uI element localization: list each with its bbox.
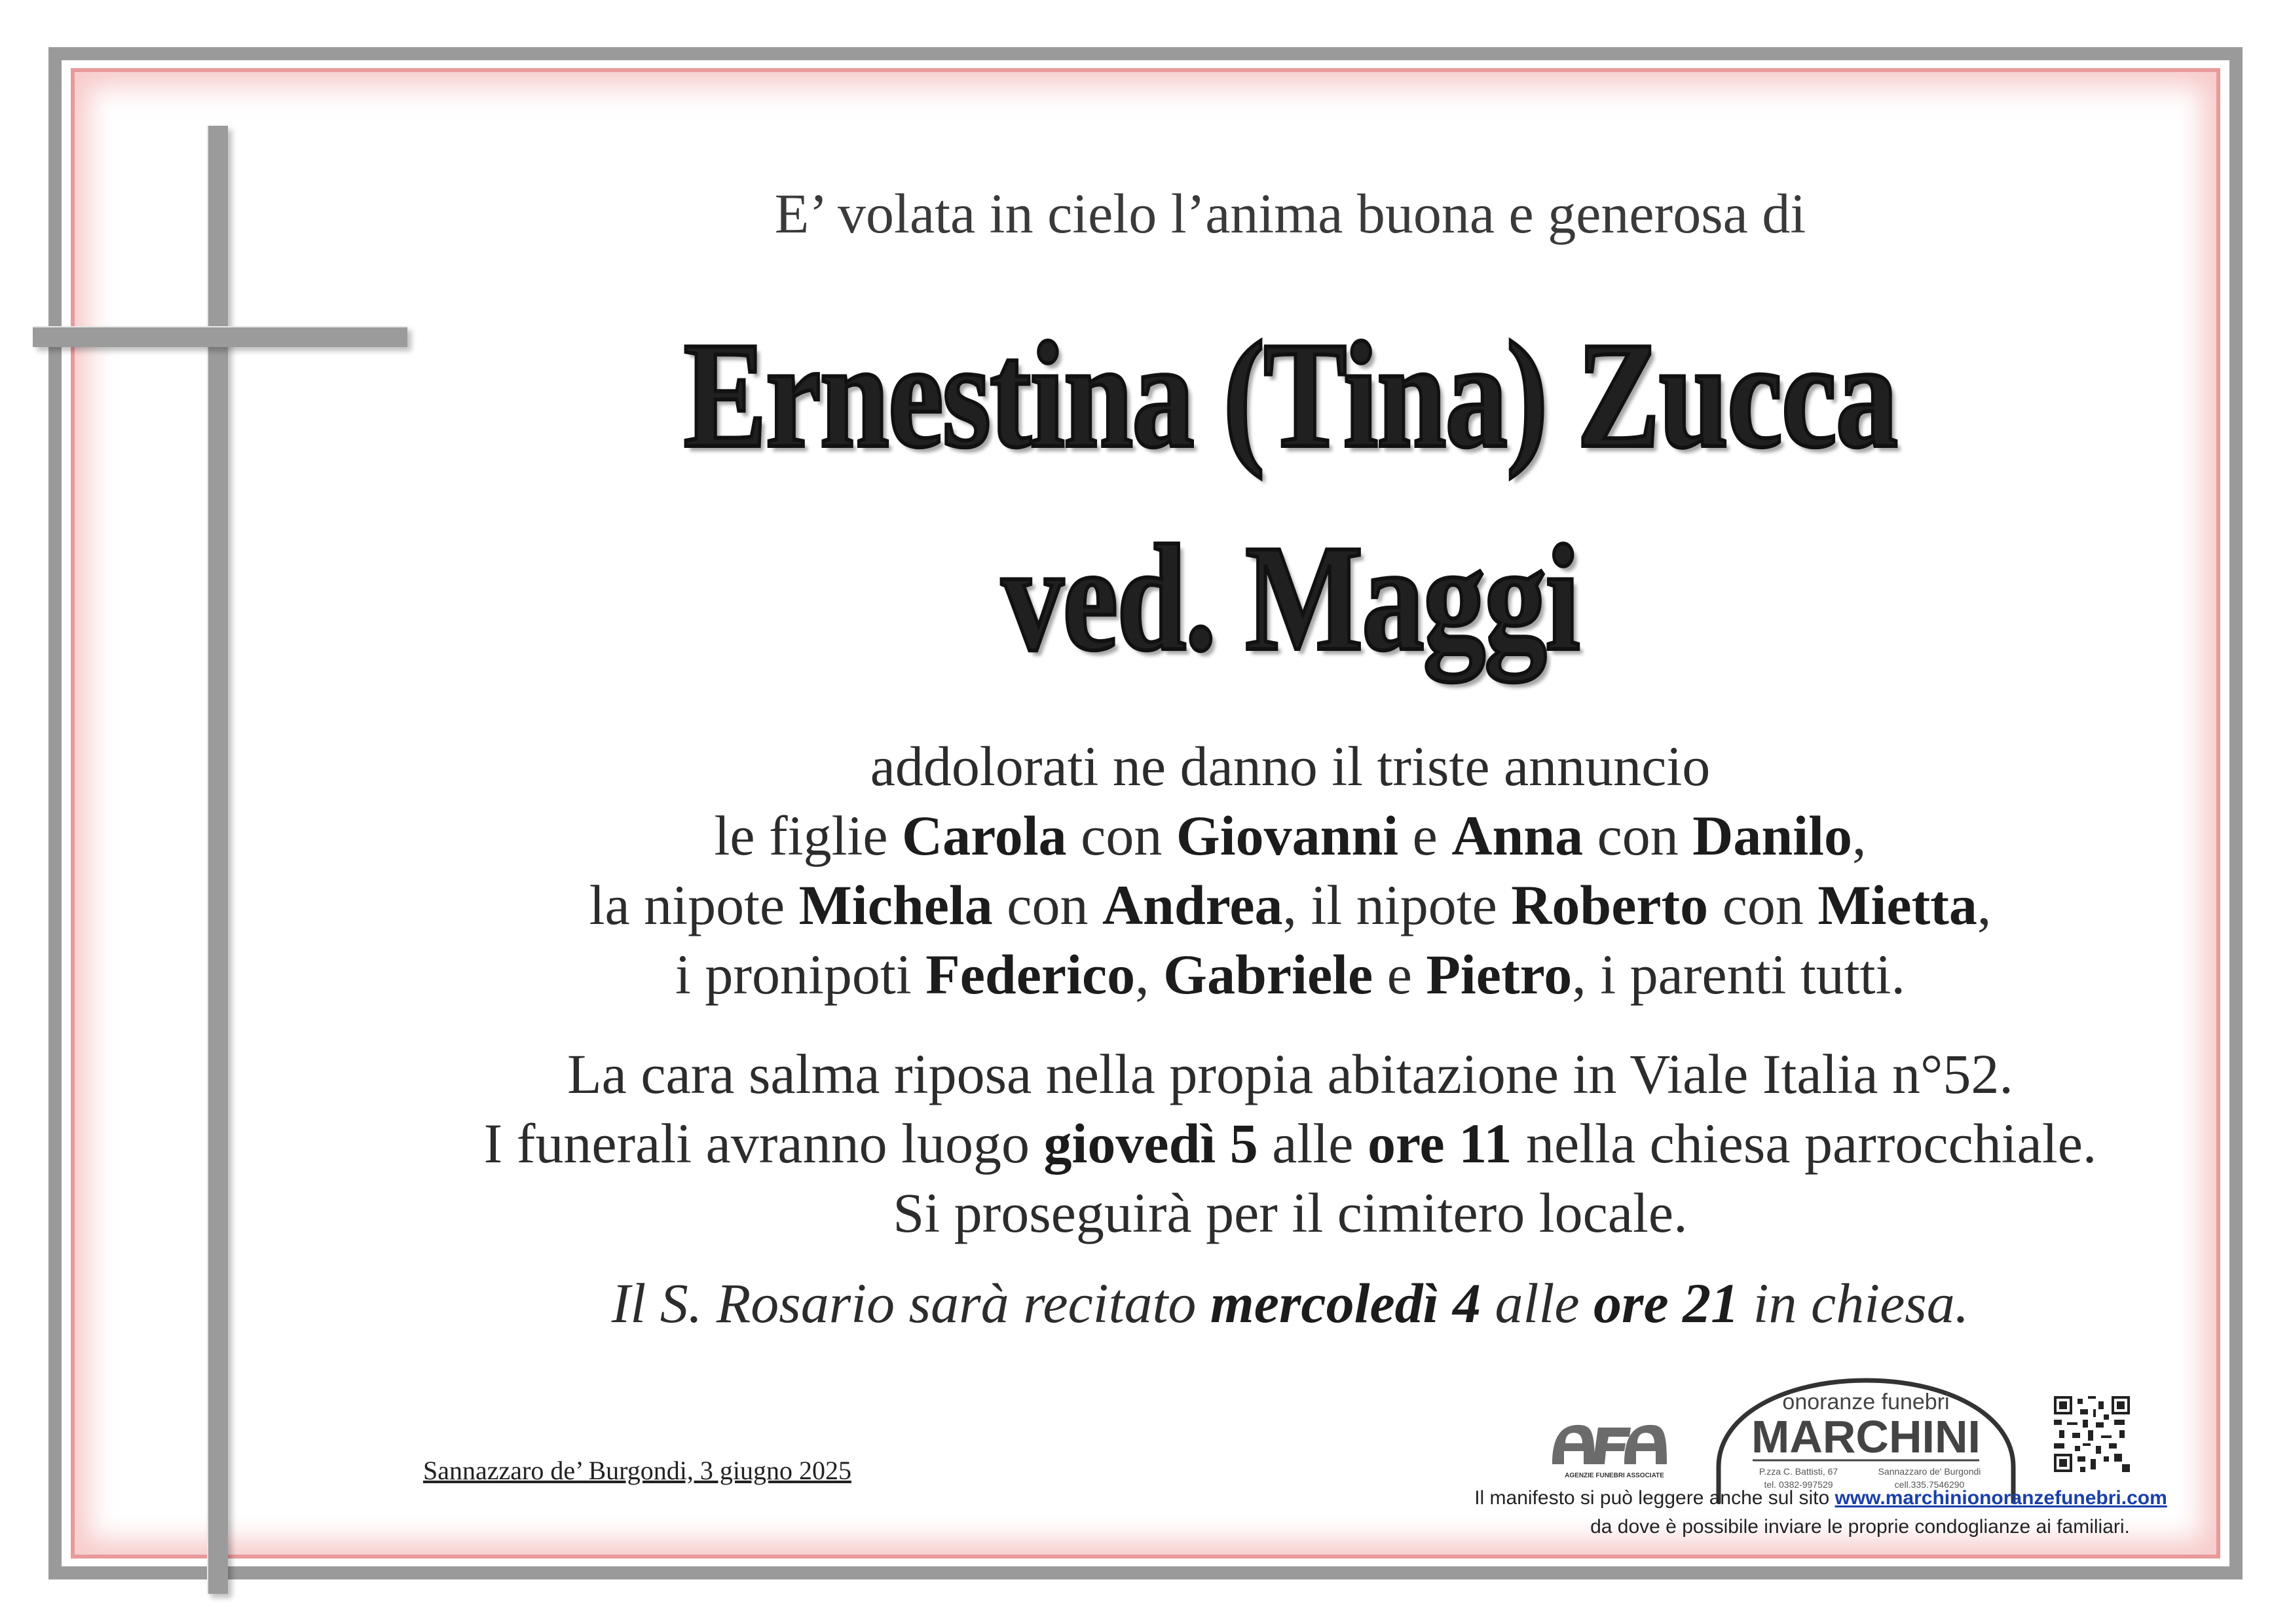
family-line-2: le figlie Carola con Giovanni e Anna con Danilo, — [714, 804, 1867, 867]
svg-text:cell.335.7546290: cell.335.7546290 — [1894, 1479, 1965, 1490]
cemetery-info: Si proseguirà per il cimitero locale. — [893, 1181, 1688, 1244]
afa-caption: AGENZIE FUNEBRI ASSOCIATE — [1565, 1472, 1664, 1479]
svg-text:P.zza C. Battisti, 67: P.zza C. Battisti, 67 — [1759, 1466, 1838, 1477]
funeral-info: I funerali avranno luogo giovedì 5 alle ore 11 nella chiesa parrocchiale. — [483, 1112, 2097, 1175]
wake-info: La cara salma riposa nella propia abitazione in Viale Italia n°52. — [567, 1043, 2013, 1105]
website-link[interactable]: www.marchinionoranzefunebri.com — [1835, 1487, 2167, 1509]
intro-text: E’ volata in cielo l’anima buona e generosa di — [774, 182, 1806, 245]
svg-text:tel. 0382-997529: tel. 0382-997529 — [1764, 1479, 1833, 1490]
qr-code[interactable] — [2054, 1396, 2130, 1472]
deceased-name: Ernestina (Tina) Zucca — [683, 311, 1897, 479]
afa-logo — [1546, 1412, 1683, 1484]
rosary-info: Il S. Rosario sarà recitato mercoledì 4 alle ore 21 in chiesa. — [611, 1272, 1969, 1335]
family-line-4: i pronipoti Federico, Gabriele e Pietro, i parenti tutti. — [675, 943, 1905, 1006]
website-note: Il manifesto si può leggere anche sul sito www.marchinionoranzefunebri.com da dove è possibile inviare le proprie condoglianze ai familiari. — [1474, 1487, 2167, 1538]
family-line-1: addolorati ne danno il triste annuncio — [870, 735, 1711, 798]
date-and-place: Sannazzaro de’ Burgondi, 3 giugno 2025 — [423, 1456, 851, 1485]
marchini-tagline: onoranze funebri — [1782, 1390, 1950, 1414]
svg-text:Sannazzaro de' Burgondi: Sannazzaro de' Burgondi — [1878, 1466, 1981, 1477]
deceased-widow-of: ved. Maggi — [1001, 514, 1579, 682]
cross-horizontal — [33, 326, 407, 347]
family-line-3: la nipote Michela con Andrea, il nipote Roberto con Mietta, — [589, 874, 1992, 936]
marchini-name: MARCHINI — [1751, 1411, 1981, 1462]
